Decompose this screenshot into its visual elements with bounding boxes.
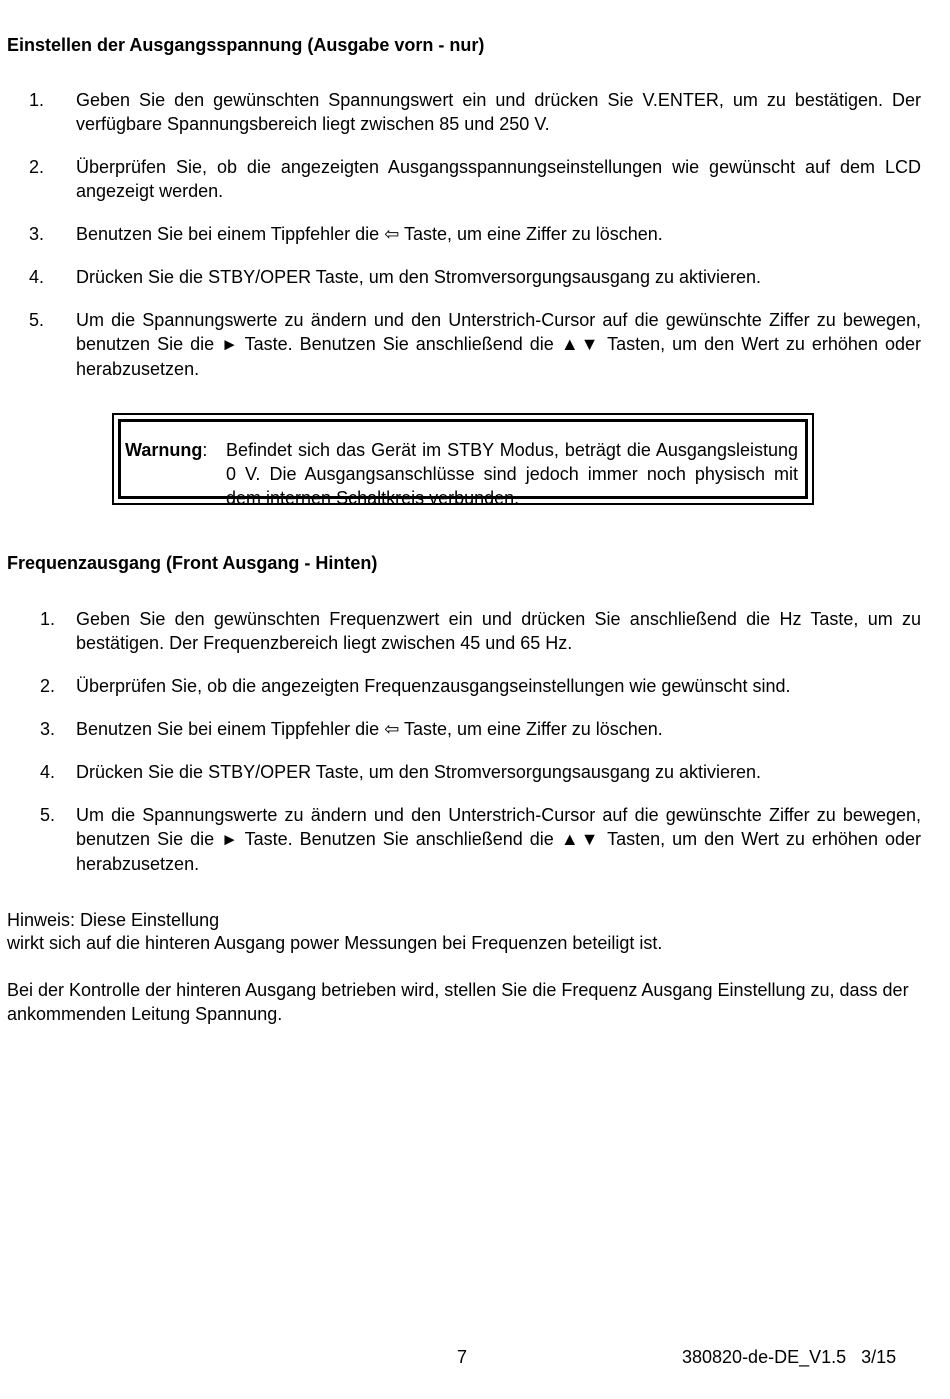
list-item <box>0 803 950 876</box>
section-title-voltage: Einstellen der Ausgangsspannung (Ausgabe vorn - nur) <box>7 35 485 55</box>
item-number: 1. <box>40 609 56 629</box>
list-item <box>0 88 950 136</box>
item-text: Um die Spannungswerte zu ändern und den Unterstrich-Cursor auf die gewünschte Ziffer zu bewegen, benutzen Sie die ► Taste. Benutzen Sie anschließend die ▲▼ Tasten, um den Wert zu erhöhen oder herabzusetzen. <box>76 805 921 874</box>
list-item <box>0 717 950 741</box>
item-text: Benutzen Sie bei einem Tippfehler die ⇦ Taste, um eine Ziffer zu löschen. <box>76 719 663 739</box>
item-number: 1. <box>29 90 45 110</box>
item-number: 2. <box>29 157 45 177</box>
item-number: 4. <box>29 267 45 287</box>
item-number: 5. <box>40 805 56 825</box>
list-item <box>0 674 950 698</box>
page-number: 7 <box>457 1347 468 1367</box>
right-triangle-icon: ► <box>221 335 238 354</box>
note-line-1: Hinweis: Diese Einstellung <box>7 910 220 930</box>
list-item <box>0 607 950 655</box>
item-number: 3. <box>40 719 56 739</box>
warning-text: Befindet sich das Gerät im STBY Modus, beträgt die Ausgangsleistung 0 V. Die Ausgangsanschlüsse sind jedoch immer noch physisch mit dem internen Schaltkreis verbunden. <box>226 440 798 508</box>
item-text: Drücken Sie die STBY/OPER Taste, um den Stromversorgungsausgang zu aktivieren. <box>76 267 762 287</box>
warning-box <box>112 413 814 508</box>
backspace-arrow-icon: ⇦ <box>384 224 400 244</box>
list-item <box>0 222 950 246</box>
item-text: Um die Spannungswerte zu ändern und den Unterstrich-Cursor auf die gewünschte Ziffer zu bewegen, benutzen Sie die ► Taste. Benutzen Sie anschließend die ▲▼ Tasten, um den Wert zu erhöhen oder herabzusetzen. <box>76 310 921 379</box>
up-down-triangle-icon: ▲▼ <box>560 334 601 354</box>
item-text: Überprüfen Sie, ob die angezeigten Ausgangsspannungseinstellungen wie gewünscht auf dem LCD angezeigt werden. <box>76 157 921 201</box>
list-item <box>0 265 950 289</box>
list-item <box>0 760 950 784</box>
section-title-frequency: Frequenzausgang (Front Ausgang - Hinten) <box>7 553 378 573</box>
item-number: 5. <box>29 310 45 330</box>
backspace-arrow-icon: ⇦ <box>384 719 400 739</box>
right-triangle-icon: ► <box>221 830 238 849</box>
item-number: 4. <box>40 762 56 782</box>
item-text: Überprüfen Sie, ob die angezeigten Frequenzausgangseinstellungen wie gewünscht sind. <box>76 676 791 696</box>
item-number: 2. <box>40 676 56 696</box>
frequency-steps-list <box>0 607 950 895</box>
item-number: 3. <box>29 224 45 244</box>
warning-box-inner-border <box>118 419 808 508</box>
voltage-steps-list <box>0 88 950 400</box>
note-line-2: wirkt sich auf die hinteren Ausgang power Messungen bei Frequenzen beteiligt ist. <box>7 933 663 953</box>
list-item <box>0 308 950 381</box>
item-text: Geben Sie den gewünschten Spannungswert ein und drücken Sie V.ENTER, um zu bestätigen. Der verfügbare Spannungsbereich liegt zwischen 85 und 250 V. <box>76 90 921 134</box>
warning-label: Warnung: <box>125 440 208 460</box>
item-text: Benutzen Sie bei einem Tippfehler die ⇦ Taste, um eine Ziffer zu löschen. <box>76 224 663 244</box>
item-text: Geben Sie den gewünschten Frequenzwert ein und drücken Sie anschließend die Hz Taste, um zu bestätigen. Der Frequenzbereich liegt zwischen 45 und 65 Hz. <box>76 609 921 653</box>
up-down-triangle-icon: ▲▼ <box>560 829 601 849</box>
item-text: Drücken Sie die STBY/OPER Taste, um den Stromversorgungsausgang zu aktivieren. <box>76 762 762 782</box>
document-reference: 380820-de-DE_V1.5 3/15 <box>682 1347 897 1367</box>
list-item <box>0 155 950 203</box>
note-paragraph-2: Bei der Kontrolle der hinteren Ausgang betrieben wird, stellen Sie die Frequenz Ausgang Einstellung zu, dass der ankommenden Leitung Spannung. <box>7 980 909 1024</box>
